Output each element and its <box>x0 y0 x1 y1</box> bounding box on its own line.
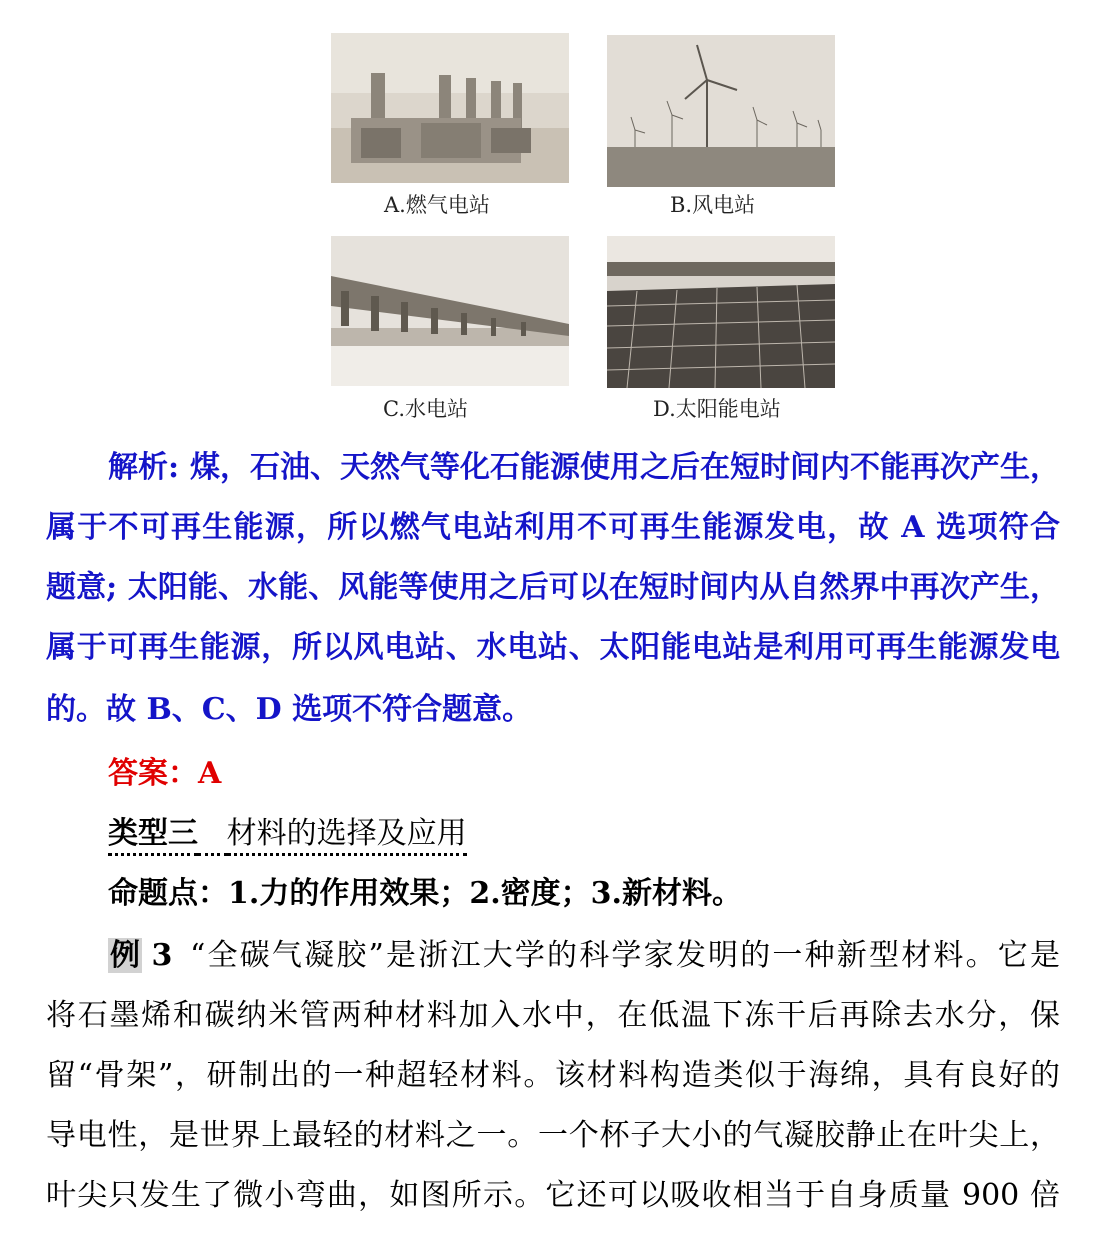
example-line: 将石墨烯和碳纳米管两种材料加入水中，在低温下冻干后再除去水分，保 <box>46 998 1060 1033</box>
example-label: 例 <box>110 938 140 973</box>
analysis-line: 属于不可再生能源，所以燃气电站利用不可再生能源发电，故 A 选项符合 <box>46 510 1060 545</box>
analysis-label: 解析: <box>108 450 180 485</box>
analysis-line: 煤，石油、天然气等化石能源使用之后在短时间内不能再次产生， <box>190 450 1060 485</box>
analysis-line: 题意; 太阳能、水能、风能等使用之后可以在短时间内从自然界中再次产生， <box>46 570 1060 605</box>
gas-power-station-image <box>331 33 569 183</box>
answer: 答案：A <box>108 756 222 791</box>
hydro-power-station-image <box>331 236 569 386</box>
topic-text: 1.力的作用效果；2.密度；3.新材料。 <box>228 876 742 911</box>
example-line: 叶尖只发生了微小弯曲，如图所示。它还可以吸收相当于自身质量 900 倍 <box>46 1178 1060 1213</box>
example-line: “全碳气凝胶”是浙江大学的科学家发明的一种新型材料。它是 <box>190 938 1060 973</box>
type-heading <box>108 808 467 852</box>
solar-power-station-image <box>607 236 835 388</box>
topic-line <box>108 868 742 912</box>
analysis-line: 属于可再生能源，所以风电站、水电站、太阳能电站是利用可再生能源发电 <box>46 630 1060 665</box>
figure-caption-d: D.太阳能电站 <box>653 397 781 421</box>
figure-caption-a: A.燃气电站 <box>384 193 490 217</box>
analysis-line: 的。故 B、C、D 选项不符合题意。 <box>46 692 533 727</box>
example-heading <box>108 930 172 974</box>
example-number: 3 <box>151 938 173 973</box>
type-heading-title: 材料的选择及应用 <box>227 816 467 856</box>
example-line: 导电性，是世界上最轻的材料之一。一个杯子大小的气凝胶静止在叶尖上， <box>46 1118 1060 1153</box>
figure-caption-b: B.风电站 <box>670 193 756 217</box>
figure-caption-c: C.水电站 <box>383 397 468 421</box>
type-heading-label: 类型三 <box>108 816 198 856</box>
wind-power-station-image <box>607 35 835 187</box>
topic-label: 命题点： <box>108 876 228 911</box>
example-line: 留“骨架”，研制出的一种超轻材料。该材料构造类似于海绵，具有良好的 <box>46 1058 1060 1093</box>
